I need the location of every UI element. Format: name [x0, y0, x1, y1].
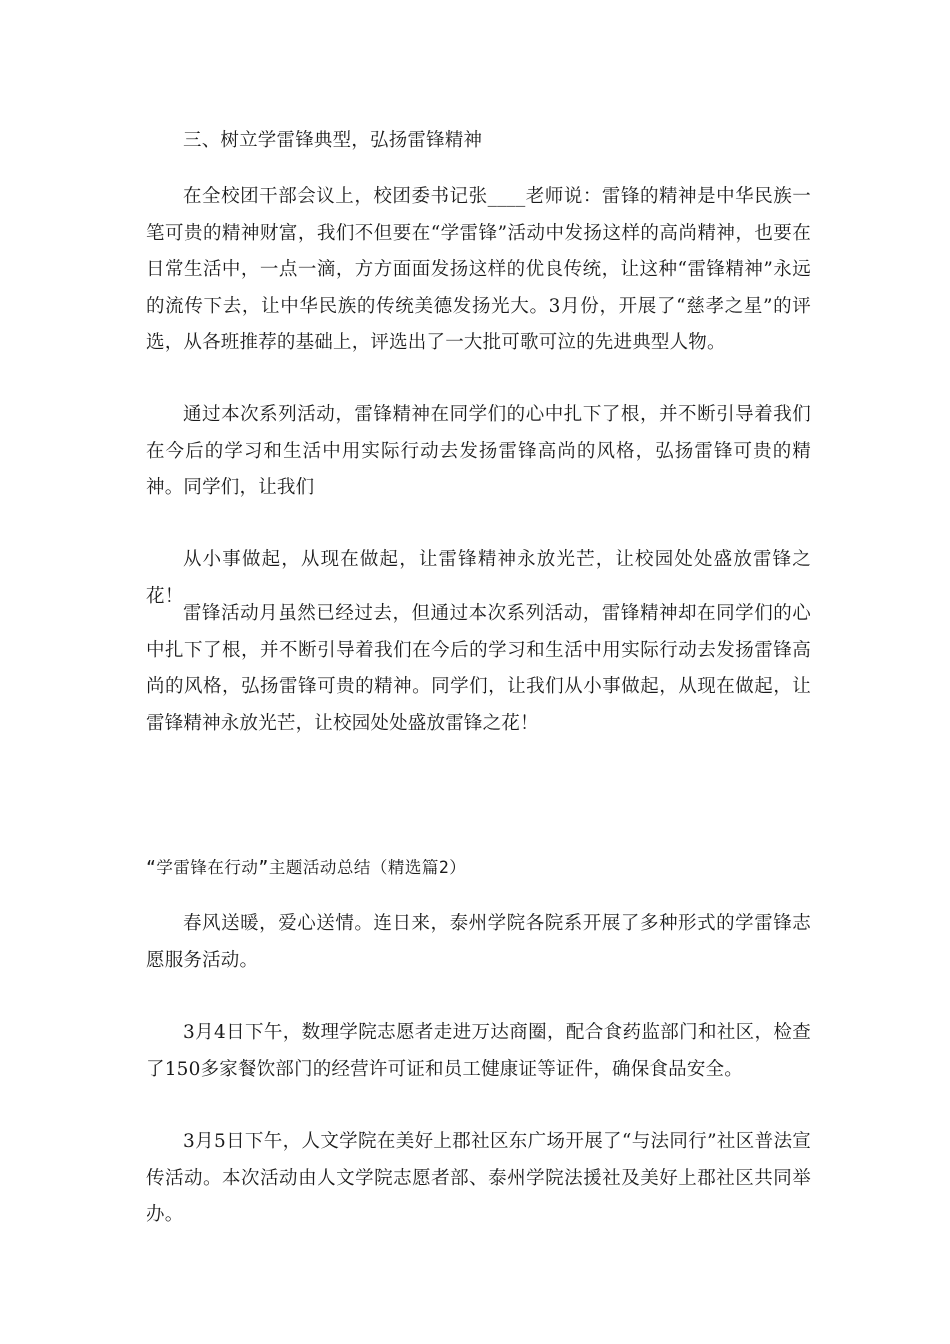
paragraph: 3月4日下午，数理学院志愿者走进万达商圈，配合食药监部门和社区，检查了150多家餐饮部门的经营许可证和员工健康证等证件，确保食品安全。 [146, 1022, 811, 1080]
paragraph: 通过本次系列活动，雷锋精神在同学们的心中扎下了根，并不断引导着我们在今后的学习和生活中用实际行动去发扬雷锋高尚的风格，弘扬雷锋可贵的精神。同学们，让我们 [146, 404, 811, 498]
article-title: “学雷锋在行动”主题活动总结（精选篇2） [146, 858, 467, 877]
paragraph: 从小事做起，从现在做起，让雷锋精神永放光芒，让校园处处盛放雷锋之花！ [146, 549, 811, 607]
paragraph-meeting [146, 179, 811, 362]
section-heading: 三、树立学雷锋典型，弘扬雷锋精神 [183, 130, 483, 151]
paragraph: 春风送暖，爱心送情。连日来，泰州学院各院系开展了多种形式的学雷锋志愿服务活动。 [146, 913, 811, 971]
paragraph: 3月5日下午，人文学院在美好上郡社区东广场开展了“与法同行”社区普法宣传活动。本次活动由人文学院志愿者部、泰州学院法援社及美好上郡社区共同举办。 [146, 1131, 811, 1225]
paragraph: 雷锋活动月虽然已经过去，但通过本次系列活动，雷锋精神却在同学们的心中扎下了根，并不断引导着我们在今后的学习和生活中用实际行动去发扬雷锋高尚的风格，弘扬雷锋可贵的精神。同学们，让我们从小事做起，从现在做起，让雷锋精神永放光芒，让校园处处盛放雷锋之花！ [146, 603, 811, 734]
paragraph: 在全校团干部会议上，校团委书记张____老师说：雷锋的精神是中华民族一笔可贵的精神财富，我们不但要在“学雷锋”活动中发扬这样的高尚精神，也要在日常生活中，一点一滴，方方面面发扬这样的优良传统，让这种“雷锋精神”永远的流传下去，让中华民族的传统美德发扬光大。3月份，开展了“慈孝之星”的评选，从各班推荐的基础上，评选出了一大批可歌可泣的先进典型人物。 [146, 186, 811, 353]
paragraph-conclusion [146, 596, 811, 742]
paragraph-activities [146, 397, 811, 507]
paragraph-march4 [146, 1015, 811, 1088]
paragraph-intro [146, 906, 811, 979]
paragraph-march5 [146, 1124, 811, 1234]
